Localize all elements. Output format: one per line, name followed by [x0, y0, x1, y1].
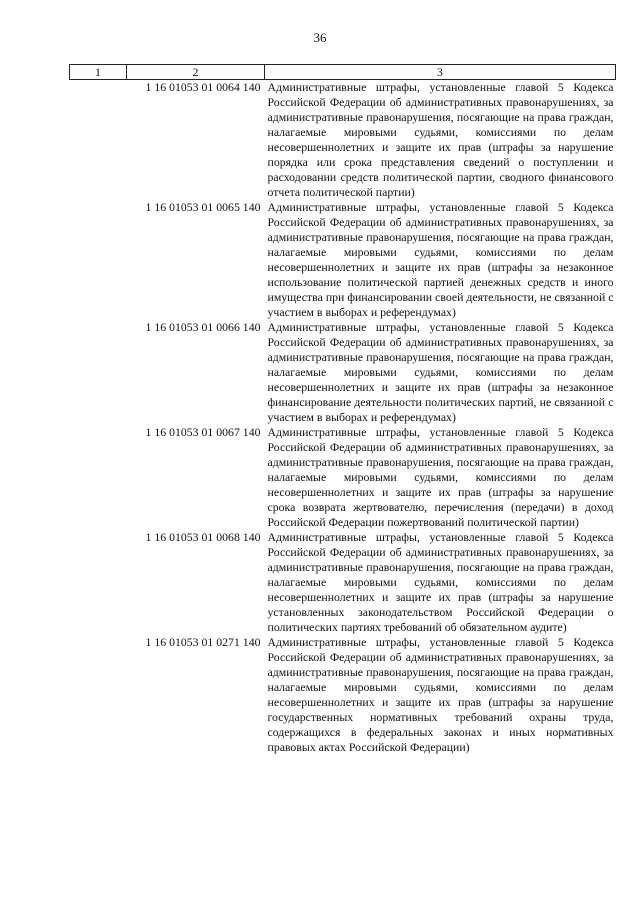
- budget-code-cell: 1 16 01053 01 0066 140: [145, 320, 261, 334]
- table-body: [70, 80, 616, 756]
- description-cell: Административные штрафы, установленные главой 5 Кодекса Российской Федерации об административных правонарушениях, за административные правонарушения, посягающие на права граждан, налагаемые мировыми судьями, комиссиями по делам несовершеннолетних и защите их прав (штрафы за незаконное финансирование деятельности политических партий, не связанной с участием в выборах и референдумах): [267, 320, 614, 424]
- description-cell: Административные штрафы, установленные главой 5 Кодекса Российской Федерации об административных правонарушениях, за административные правонарушения, посягающие на права граждан, налагаемые мировыми судьями, комиссиями по делам несовершеннолетних и защите их прав (штрафы за нарушение срока возврата жертвователю, перечисления (передачи) в доход Российской Федерации пожертвований политической партии): [267, 425, 614, 529]
- table-row: [70, 425, 616, 530]
- table-row: [70, 80, 616, 201]
- row-number-cell: [70, 530, 127, 635]
- budget-code-cell: 1 16 01053 01 0067 140: [145, 425, 261, 439]
- description-cell: Административные штрафы, установленные главой 5 Кодекса Российской Федерации об административных правонарушениях, за административные правонарушения, посягающие на права граждан, налагаемые мировыми судьями, комиссиями по делам несовершеннолетних и защите их прав (штрафы за незаконное использование политической партией денежных средств и иного имущества при финансировании своей деятельности, не связанной с участием в выборах и референдумах): [267, 200, 614, 319]
- table-row: [70, 530, 616, 635]
- table-header: [70, 65, 616, 80]
- description-cell: Административные штрафы, установленные главой 5 Кодекса Российской Федерации об административных правонарушениях, за административные правонарушения, посягающие на права граждан, налагаемые мировыми судьями, комиссиями по делам несовершеннолетних и защите их прав (штрафы за нарушение установленных законодательством Российской Федерации о политических партиях требований об обязательном аудите): [267, 530, 614, 634]
- budget-code-cell: 1 16 01053 01 0065 140: [145, 200, 261, 214]
- table-row: [70, 635, 616, 755]
- budget-code-cell: 1 16 01053 01 0068 140: [145, 530, 261, 544]
- row-number-cell: [70, 200, 127, 320]
- table-row: [70, 320, 616, 425]
- table-row: [70, 200, 616, 320]
- row-number-cell: [70, 635, 127, 755]
- row-number-cell: [70, 80, 127, 201]
- column-header-2: 2: [127, 65, 265, 80]
- column-header-3: 3: [265, 65, 616, 80]
- page-number: 36: [313, 30, 327, 45]
- budget-code-cell: 1 16 01053 01 0271 140: [145, 635, 261, 649]
- row-number-cell: [70, 425, 127, 530]
- column-header-1: 1: [70, 65, 127, 80]
- budget-codes-table: [69, 64, 616, 755]
- budget-code-cell: 1 16 01053 01 0064 140: [145, 80, 261, 94]
- row-number-cell: [70, 320, 127, 425]
- description-cell: Административные штрафы, установленные главой 5 Кодекса Российской Федерации об административных правонарушениях, за административные правонарушения, посягающие на права граждан, налагаемые мировыми судьями, комиссиями по делам несовершеннолетних и защите их прав (штрафы за нарушение порядка или срока представления сведений о поступлении и расходовании средств политической партии, сводного финансового отчета политической партии): [267, 80, 614, 199]
- description-cell: Административные штрафы, установленные главой 5 Кодекса Российской Федерации об административных правонарушениях, за административные правонарушения, посягающие на права граждан, налагаемые мировыми судьями, комиссиями по делам несовершеннолетних и защите их прав (штрафы за нарушение государственных нормативных требований охраны труда, содержащихся в федеральных законах и иных нормативных правовых актах Российской Федерации): [267, 635, 614, 754]
- header-row: [70, 65, 616, 80]
